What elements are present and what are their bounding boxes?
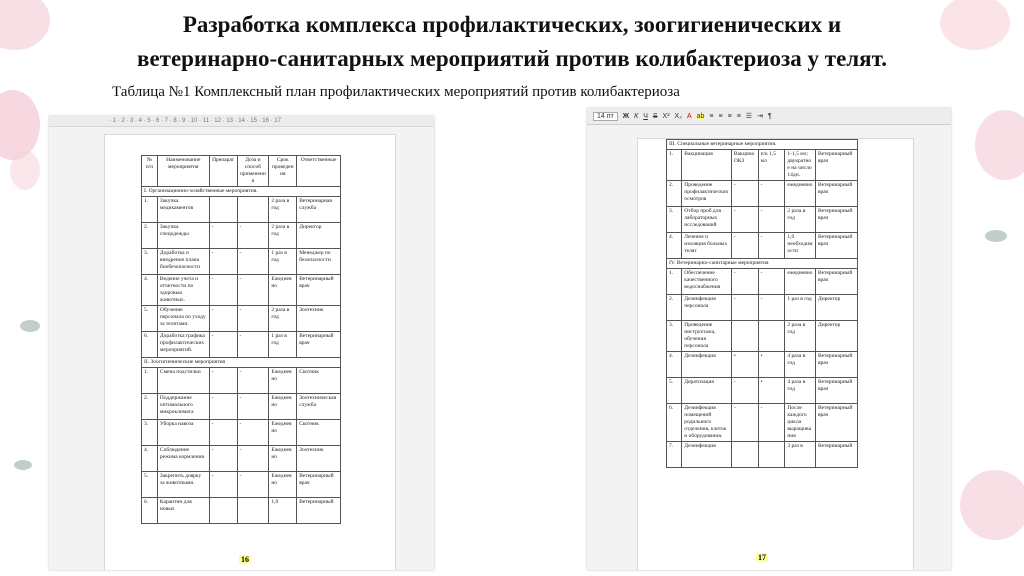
table-cell: - (209, 332, 237, 358)
table-cell: Менеджер по безопасности (297, 249, 341, 275)
table-cell: 1 раз в год (785, 295, 816, 321)
table-cell: Зоотехническая служба (297, 394, 341, 420)
table-cell: Доработка и внедрение плана биобезопасности (157, 249, 209, 275)
table-cell: 2. (142, 223, 158, 249)
left-ruler: · 1 · 2 · 3 · 4 · 5 · 6 · 7 · 8 · 9 · 10 · 11 · 12 · 13 · 14 · 15 · 16 · 17 (49, 116, 434, 127)
table-cell: 2 раза в год (785, 321, 816, 352)
table-cell: - (209, 306, 237, 332)
left-table-container (141, 155, 341, 524)
table-cell: Дезинфекция (682, 442, 732, 468)
left-page (104, 134, 396, 570)
table-cell: Ежедневно (269, 446, 297, 472)
table-cell: - (237, 332, 269, 358)
table-row (142, 275, 341, 306)
table-row (142, 197, 341, 223)
table-cell: Поддержание оптимального микроклимата (157, 394, 209, 420)
table-cell: 2 раза в год (269, 306, 297, 332)
table-row (667, 269, 858, 295)
table-cell (758, 442, 785, 468)
left-plan-table (141, 155, 341, 524)
table-cell (758, 321, 785, 352)
table-cell: • (758, 378, 785, 404)
table-cell: Доработка графика профилактических мероприятий. (157, 332, 209, 358)
table-cell: Обучение персонала по уходу за телятами. (157, 306, 209, 332)
table-cell: Ежедневно (269, 394, 297, 420)
align-right-icon[interactable]: ≡ (727, 112, 732, 120)
table-cell: Директор (815, 295, 857, 321)
petal-decoration-left (0, 90, 40, 160)
table-cell: 1. (142, 368, 158, 394)
table-cell: - (758, 269, 785, 295)
bold-icon[interactable]: Ж (622, 112, 630, 120)
column-header: Ответственные (297, 156, 341, 187)
table-cell: Ежедневно (269, 368, 297, 394)
table-cell: 4 раза в год (785, 352, 816, 378)
table-cell: 2. (142, 394, 158, 420)
table-cell: Дезинфекция персонала (682, 295, 732, 321)
table-cell: - (731, 181, 758, 207)
table-row (142, 368, 341, 394)
table-cell: - (237, 472, 269, 498)
table-cell: 1-1,5 мл; двукратное на число 14дн. (785, 150, 816, 181)
table-cell: Ветеринарный врач (297, 275, 341, 306)
table-cell: - (209, 394, 237, 420)
table-cell: 6. (667, 404, 682, 442)
table-cell: Директор (297, 223, 341, 249)
left-page-number: 16 (241, 555, 249, 564)
table-cell: Смена подстилки (157, 368, 209, 394)
table-header-row (142, 156, 341, 187)
table-cell: Ветеринарный врач (815, 207, 857, 233)
table-row (667, 181, 858, 207)
table-cell: 1. (142, 197, 158, 223)
table-row (142, 249, 341, 275)
right-document-screenshot (587, 108, 951, 570)
left-document-screenshot (49, 116, 434, 570)
column-header: Наименование мероприятия (157, 156, 209, 187)
table-row (667, 295, 858, 321)
table-row (142, 498, 341, 524)
column-header: Доза и способ применения (237, 156, 269, 187)
table-cell: Зоотехник (297, 446, 341, 472)
table-cell: Скотник (297, 368, 341, 394)
table-row (142, 332, 341, 358)
table-cell: 3 раз в (785, 442, 816, 468)
table-cell: - (209, 249, 237, 275)
table-cell: Вакцинация (682, 150, 732, 181)
table-cell: - (758, 181, 785, 207)
table-cell: - (237, 275, 269, 306)
column-header: Препарат (209, 156, 237, 187)
table-cell (731, 321, 758, 352)
table-cell: - (237, 223, 269, 249)
slide-title (0, 8, 1024, 76)
petal-decoration-right (975, 110, 1024, 180)
table-cell: - (731, 207, 758, 233)
table-cell: - (731, 378, 758, 404)
indent-icon[interactable]: ⇥ (757, 113, 763, 120)
table-cell (237, 197, 269, 223)
title-line-2: ветеринарно-санитарных мероприятий против колибактериоза у телят. (137, 46, 887, 71)
table-cell: Скотник (297, 420, 341, 446)
table-cell: - (209, 275, 237, 306)
table-cell: Ветеринарный врач (297, 332, 341, 358)
table-row (667, 442, 858, 468)
table-cell: 5. (142, 472, 158, 498)
table-cell: Ветеринарный врач (815, 378, 857, 404)
table-cell: Ветеринарный врач (815, 404, 857, 442)
font-size-select[interactable]: 14 пт (593, 112, 618, 121)
table-cell: Ежедневно (269, 472, 297, 498)
paragraph-icon[interactable]: ¶ (767, 112, 772, 120)
section-row (667, 140, 858, 150)
highlight-icon[interactable]: ab (696, 112, 705, 120)
table-cell: п/к 1,5 мл (758, 150, 785, 181)
column-header: № п/п (142, 156, 158, 187)
table-cell: - (209, 223, 237, 249)
table-cell: 4. (667, 233, 682, 259)
table-cell: 1,0 (269, 498, 297, 524)
table-cell: Ежедневно (269, 420, 297, 446)
table-cell: Закрепить доярку за животными. (157, 472, 209, 498)
table-cell: Ветеринарный врач (815, 269, 857, 295)
table-cell: - (237, 446, 269, 472)
leaf-decoration-left (20, 320, 40, 332)
table-cell: ежедневно (785, 181, 816, 207)
table-cell: - (209, 368, 237, 394)
section-row (667, 259, 858, 269)
table-cell: 3. (667, 321, 682, 352)
leaf-decoration-left-low (14, 460, 32, 470)
section-title: IV. Ветеринарно-санитарные мероприятия (667, 259, 858, 269)
align-left-icon[interactable]: ≡ (709, 112, 714, 120)
table-row (142, 420, 341, 446)
table-caption: Таблица №1 Комплексный план профилактических мероприятий против колибактериоза (112, 84, 680, 100)
table-cell: Обеспечение качественного водоснабжения (682, 269, 732, 295)
table-cell: - (237, 306, 269, 332)
align-center-icon[interactable]: ≡ (718, 112, 723, 120)
table-cell (209, 498, 237, 524)
superscript-icon[interactable]: X² (662, 112, 670, 120)
section-title: II. Зоогигиенические мероприятия (142, 358, 341, 368)
table-cell: ежедневно (785, 269, 816, 295)
list-icon[interactable]: ☰ (745, 113, 753, 120)
table-cell: Отбор проб для лабораторных исследований (682, 207, 732, 233)
table-row (142, 394, 341, 420)
section-title: III. Специальные ветеринарные мероприятия. (667, 140, 858, 150)
table-cell: 4. (667, 352, 682, 378)
table-cell: 4 раза в год (785, 378, 816, 404)
table-cell: Зоотехник (297, 306, 341, 332)
table-cell (209, 197, 237, 223)
table-cell: 7. (667, 442, 682, 468)
table-cell: - (758, 207, 785, 233)
petal-decoration-right-low (960, 470, 1024, 540)
table-cell: Лечение и изоляция больных телят (682, 233, 732, 259)
table-row (667, 207, 858, 233)
table-cell: 1. (667, 269, 682, 295)
table-cell: • (758, 352, 785, 378)
table-cell: - (237, 368, 269, 394)
table-cell: Закупка медикаментов (157, 197, 209, 223)
section-row (142, 358, 341, 368)
table-cell: - (237, 394, 269, 420)
table-cell: Проведение профилактических осмотров (682, 181, 732, 207)
table-cell: - (731, 233, 758, 259)
table-cell (237, 498, 269, 524)
table-cell (731, 442, 758, 468)
right-table-container (666, 139, 858, 468)
table-cell: Ветеринарный врач (815, 150, 857, 181)
table-row (667, 378, 858, 404)
table-cell: - (237, 249, 269, 275)
table-cell: Карантин для новых (157, 498, 209, 524)
table-cell: - (731, 404, 758, 442)
table-cell: • (731, 352, 758, 378)
table-cell: Дератизация (682, 378, 732, 404)
strikethrough-icon[interactable]: S (652, 112, 658, 120)
italic-icon[interactable]: К (634, 112, 639, 120)
table-row (667, 404, 858, 442)
right-toolbar (587, 108, 951, 125)
table-cell: 6. (142, 332, 158, 358)
table-cell: 2. (667, 181, 682, 207)
table-row (142, 223, 341, 249)
table-row (667, 150, 858, 181)
leaf-decoration-right (985, 230, 1007, 242)
table-cell: 4. (142, 275, 158, 306)
table-cell: 1 раз в год (269, 249, 297, 275)
table-row (667, 352, 858, 378)
table-cell: - (758, 404, 785, 442)
table-cell: Дезинфекция помещений родильного отделения, клеток и оборудования. (682, 404, 732, 442)
table-cell: 2 раза в год (269, 197, 297, 223)
table-cell: Дезинфекция (682, 352, 732, 378)
table-cell: 3. (142, 420, 158, 446)
table-cell: 2 раза в год (269, 223, 297, 249)
table-cell: 1. (667, 150, 682, 181)
table-row (142, 472, 341, 498)
table-cell: Ветеринарный врач (815, 352, 857, 378)
subscript-icon[interactable]: X₂ (674, 112, 682, 120)
table-cell: 1 раз в год (269, 332, 297, 358)
table-cell: - (237, 420, 269, 446)
table-cell: - (758, 233, 785, 259)
section-row (142, 187, 341, 197)
table-cell: Ежедневно (269, 275, 297, 306)
table-cell: Директор (815, 321, 857, 352)
font-color-icon[interactable]: A (686, 112, 692, 120)
table-cell: Ветеринарный врач (297, 472, 341, 498)
table-cell: 4. (142, 446, 158, 472)
table-cell: 5. (667, 378, 682, 404)
table-cell: Ведение учета и отчетности по здоровью животных. (157, 275, 209, 306)
table-cell: Ветеринарная служба (297, 197, 341, 223)
table-cell: Проведение инструктажа, обучения персонала (682, 321, 732, 352)
table-row (142, 446, 341, 472)
title-line-1: Разработка комплекса профилактических, зоогигиенических и (182, 12, 842, 37)
underline-icon[interactable]: Ч (643, 112, 648, 120)
table-cell: - (209, 446, 237, 472)
table-cell: Уборка навоза (157, 420, 209, 446)
table-cell: Вакцина ОКЗ (731, 150, 758, 181)
table-cell: Ветеринарный (815, 442, 857, 468)
table-cell: - (731, 295, 758, 321)
table-cell: После каждого цикла выращивания (785, 404, 816, 442)
right-page-number: 17 (758, 553, 766, 562)
table-row (667, 233, 858, 259)
table-cell: Ветеринарный врач (815, 233, 857, 259)
table-cell: Закупка спецодежды (157, 223, 209, 249)
table-cell: 1,0 необходимости (785, 233, 816, 259)
table-cell: 5. (142, 306, 158, 332)
table-cell: - (209, 420, 237, 446)
column-header: Срок проведения (269, 156, 297, 187)
table-cell: - (209, 472, 237, 498)
table-cell: 2. (667, 295, 682, 321)
table-cell: 3. (142, 249, 158, 275)
section-title: I. Организационно-хозяйственные мероприятия. (142, 187, 341, 197)
table-cell: - (731, 269, 758, 295)
right-plan-table (666, 139, 858, 468)
table-cell: 2 раза в год (785, 207, 816, 233)
table-row (667, 321, 858, 352)
right-page (637, 138, 914, 570)
table-cell: 3. (667, 207, 682, 233)
justify-icon[interactable]: ≡ (736, 112, 741, 120)
petal-decoration-left-mid (10, 150, 40, 190)
table-cell: - (758, 295, 785, 321)
table-cell: Соблюдение режима кормления (157, 446, 209, 472)
table-cell: 6. (142, 498, 158, 524)
table-row (142, 306, 341, 332)
table-cell: Ветеринарный врач (815, 181, 857, 207)
table-cell: Ветеринарный (297, 498, 341, 524)
